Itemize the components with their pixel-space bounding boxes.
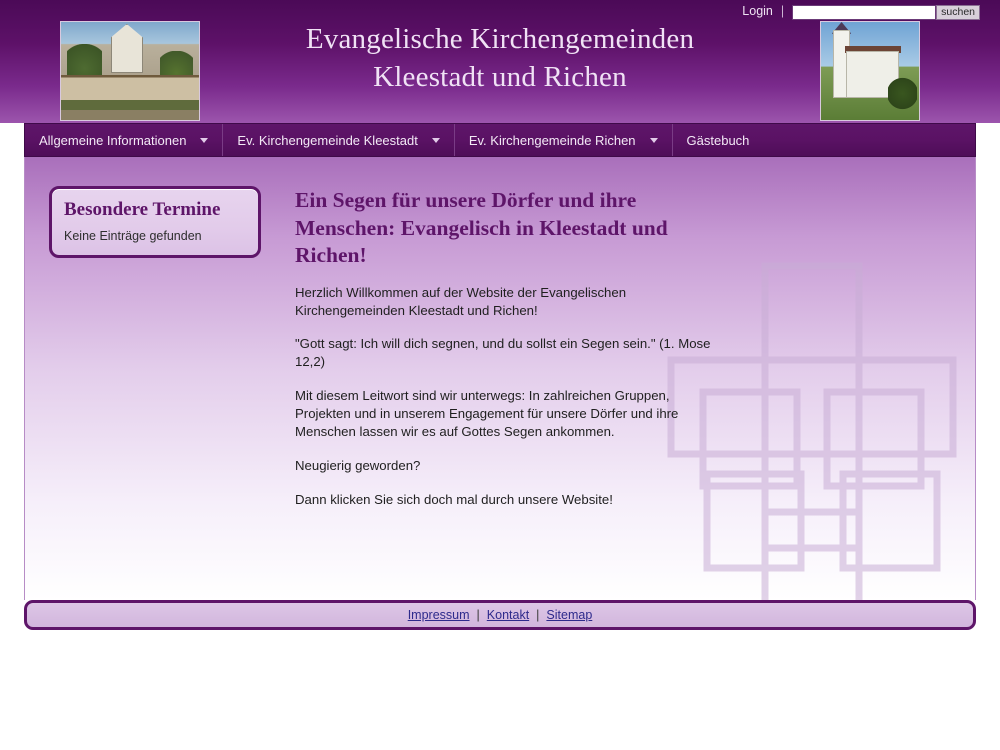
main-paragraph: "Gott sagt: Ich will dich segnen, und du sollst ein Segen sein." (1. Mose 12,2) bbox=[295, 336, 711, 370]
site-title-line-2: Kleestadt und Richen bbox=[373, 61, 627, 94]
besondere-termine-box bbox=[49, 186, 261, 258]
footer-link-bar bbox=[24, 600, 976, 630]
footer-separator: | bbox=[476, 608, 480, 622]
main-content-column bbox=[295, 187, 735, 525]
footer-link-sitemap[interactable]: Sitemap bbox=[546, 608, 593, 622]
nav-item-allgemeine-informationen[interactable] bbox=[25, 124, 223, 156]
footer-link-kontakt[interactable]: Kontakt bbox=[486, 608, 530, 622]
site-header bbox=[0, 0, 1000, 123]
nav-item-label: Ev. Kirchengemeinde Richen bbox=[468, 132, 636, 148]
chevron-down-icon bbox=[200, 138, 208, 143]
page-title bbox=[220, 20, 780, 97]
main-navigation bbox=[24, 123, 976, 157]
search-form bbox=[792, 5, 980, 20]
topbar-separator: | bbox=[780, 4, 785, 18]
content-area bbox=[24, 157, 976, 600]
site-footer bbox=[24, 600, 976, 630]
main-paragraph: Neugierig geworden? bbox=[295, 458, 421, 474]
main-paragraph: Dann klicken Sie sich doch mal durch unsere Website! bbox=[295, 492, 613, 508]
nav-item-label: Allgemeine Informationen bbox=[39, 132, 187, 148]
nav-filler bbox=[763, 124, 975, 156]
chevron-down-icon bbox=[432, 138, 440, 143]
site-title-line-1: Evangelische Kirchengemeinden bbox=[305, 23, 695, 55]
nav-item-label: Ev. Kirchengemeinde Kleestadt bbox=[237, 132, 418, 148]
search-input[interactable] bbox=[792, 5, 936, 20]
village-church-photo bbox=[60, 21, 200, 121]
church-building-photo bbox=[820, 21, 920, 121]
chevron-down-icon bbox=[650, 138, 658, 143]
footer-separator: | bbox=[536, 608, 540, 622]
top-utility-bar bbox=[742, 0, 1000, 22]
main-paragraph: Herzlich Willkommen auf der Website der Evangelischen Kirchengemeinden Kleestadt und Richen! bbox=[295, 284, 627, 318]
search-button[interactable]: suchen bbox=[936, 5, 980, 20]
main-heading: Ein Segen für unsere Dörfer und ihre Menschen: Evangelisch in Kleestadt und Richen! bbox=[295, 188, 668, 268]
main-paragraph: Mit diesem Leitwort sind wir unterwegs: In zahlreichen Gruppen, Projekten und in unserem Engagement für unsere Dörfer und ihre Menschen lassen wir es auf Gottes Segen ankommen. bbox=[295, 388, 679, 440]
nav-item-gaestebuch[interactable] bbox=[673, 124, 764, 156]
footer-link-impressum[interactable]: Impressum bbox=[407, 608, 470, 622]
login-link[interactable]: Login bbox=[742, 4, 773, 18]
sidebar-title: Besondere Termine bbox=[64, 199, 221, 220]
nav-item-label: Gästebuch bbox=[686, 132, 750, 148]
nav-item-kirchengemeinde-richen[interactable] bbox=[455, 124, 673, 156]
sidebar-empty-message: Keine Einträge gefunden bbox=[64, 229, 202, 243]
nav-item-kirchengemeinde-kleestadt[interactable] bbox=[223, 124, 454, 156]
